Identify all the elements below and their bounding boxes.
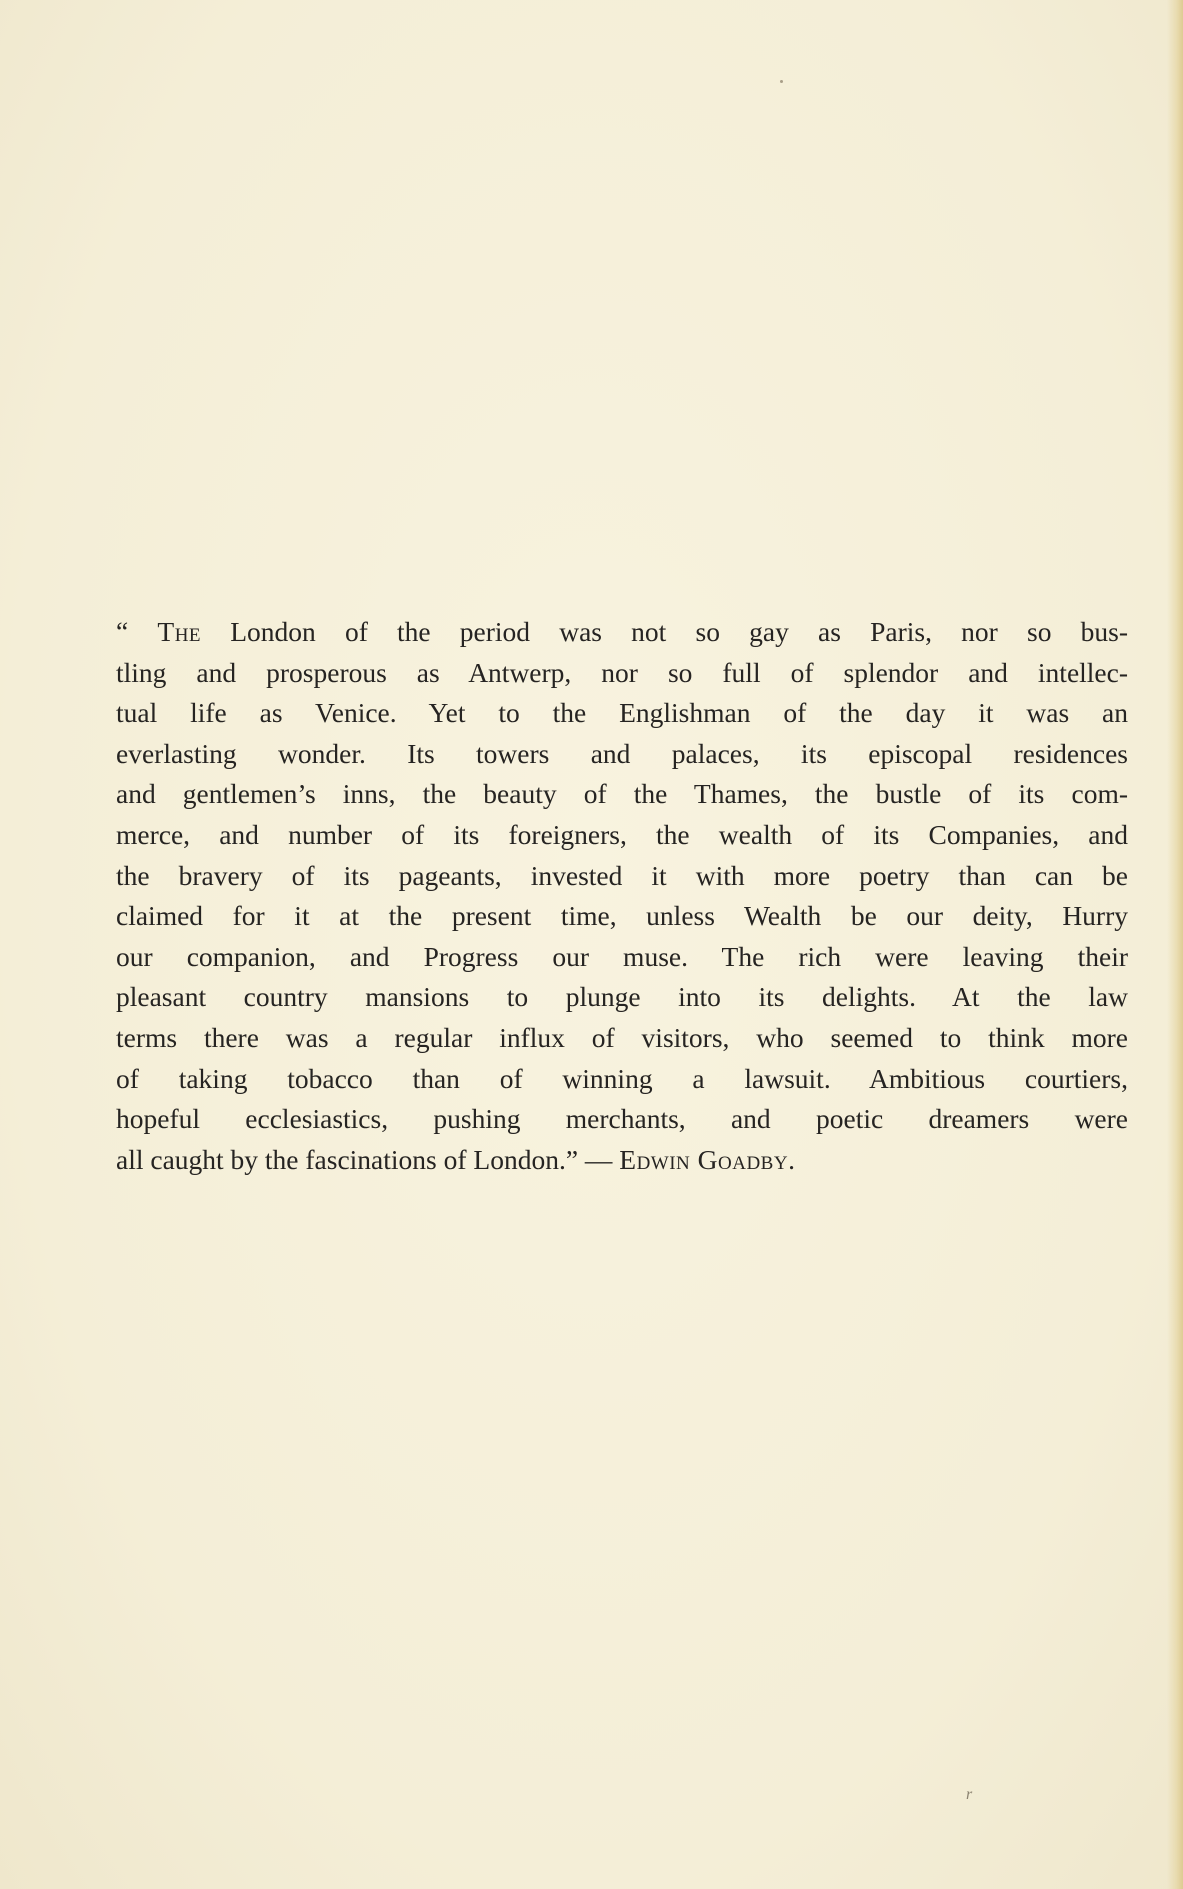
author-name: Edwin Goadby. xyxy=(619,1143,796,1175)
quote-line: “ The London of the period was not so gay as Paris, nor so bus- xyxy=(116,616,1128,647)
quote-line: everlasting wonder. Its towers and palaces, its episcopal residences xyxy=(116,737,1128,769)
quote-line: of taking tobacco than of winning a lawsuit. Ambitious courtiers, xyxy=(116,1062,1128,1094)
quotation-block xyxy=(116,612,1128,1180)
quote-line: tual life as Venice. Yet to the Englishman of the day it was an xyxy=(116,697,1128,729)
quote-line: the bravery of its pageants, invested it with more poetry than can be xyxy=(116,859,1128,891)
quote-line: claimed for it at the present time, unless Wealth be our deity, Hurry xyxy=(116,900,1128,932)
quote-line: tling and prosperous as Antwerp, nor so full of splendor and intellec- xyxy=(116,656,1128,688)
quote-line: hopeful ecclesiastics, pushing merchants, and poetic dreamers were xyxy=(116,1103,1128,1135)
quote-line-attribution: all caught by the fascinations of London.” — Edwin Goadby. xyxy=(116,1143,796,1175)
quote-line: terms there was a regular influx of visitors, who seemed to think more xyxy=(116,1021,1128,1053)
paper-speck xyxy=(780,80,783,83)
quote-line: and gentlemen’s inns, the beauty of the Thames, the bustle of its com- xyxy=(116,778,1128,810)
quote-line: pleasant country mansions to plunge into its delights. At the law xyxy=(116,981,1128,1013)
quote-line: our companion, and Progress our muse. The rich were leaving their xyxy=(116,940,1128,972)
printer-mark: r xyxy=(966,1786,973,1803)
quote-line: merce, and number of its foreigners, the wealth of its Companies, and xyxy=(116,818,1128,850)
page-edge-shadow xyxy=(1167,0,1183,1889)
